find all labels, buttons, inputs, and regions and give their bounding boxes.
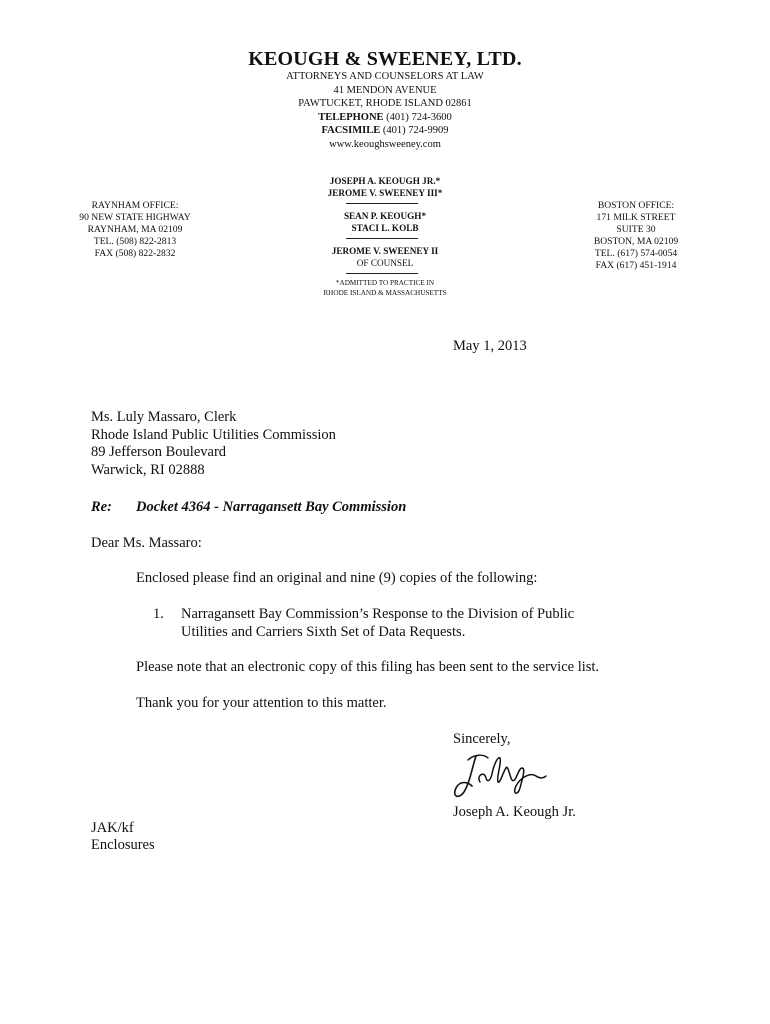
paragraph-thank-you: Thank you for your attention to this matter. — [136, 695, 387, 711]
raynham-office-block — [55, 200, 215, 260]
salutation: Dear Ms. Massaro: — [91, 535, 202, 551]
typist-initials: JAK/kf — [91, 820, 134, 836]
paragraph-electronic-copy: Please note that an electronic copy of this filing has been sent to the service list. — [136, 659, 600, 675]
firm-telephone — [0, 111, 770, 125]
handwritten-signature — [450, 748, 550, 804]
divider — [346, 273, 418, 274]
divider — [346, 238, 418, 239]
enclosure-item-number: 1. — [153, 606, 164, 622]
boston-office-line: 171 MILK STREET — [596, 212, 676, 223]
re-label: Re: — [91, 499, 112, 515]
boston-office-line: TEL. (617) 574-0054 — [594, 248, 678, 259]
raynham-office-line: RAYNHAM, MA 02109 — [87, 224, 183, 235]
letter-date: May 1, 2013 — [453, 338, 527, 354]
paragraph-enclosed: Enclosed please find an original and nine (9) copies of the following: — [136, 570, 538, 586]
enclosures-notation: Enclosures — [91, 837, 155, 853]
admission-footnote-2: RHODE ISLAND & MASSACHUSETTS — [323, 288, 447, 297]
enclosure-item-line: Narragansett Bay Commission’s Response to the Division of Public — [181, 606, 575, 622]
attorney-name: SEAN P. KEOUGH* — [343, 211, 427, 221]
firm-subtitle: ATTORNEYS AND COUNSELORS AT LAW — [286, 71, 484, 82]
of-counsel-name: JEROME V. SWEENEY II — [331, 246, 439, 256]
boston-office-line: BOSTON OFFICE: — [597, 200, 675, 211]
closing: Sincerely, — [453, 731, 511, 747]
boston-office-block — [566, 200, 706, 272]
attorney-name: STACI L. KOLB — [351, 222, 419, 233]
enclosure-item — [181, 606, 621, 641]
raynham-office-line: FAX (508) 822-2832 — [94, 248, 176, 259]
enclosure-item-line: Utilities and Carriers Sixth Set of Data Requests. — [181, 623, 466, 640]
of-counsel-label: OF COUNSEL — [356, 258, 414, 268]
raynham-office-line: 90 NEW STATE HIGHWAY — [79, 212, 191, 223]
recipient-address — [91, 409, 336, 479]
firm-address-line-1: 41 MENDON AVENUE — [333, 84, 437, 96]
firm-facsimile — [0, 124, 770, 138]
attorney-name: JOSEPH A. KEOUGH JR.* — [329, 176, 441, 186]
boston-office-line: SUITE 30 — [616, 224, 656, 235]
re-subject: Docket 4364 - Narragansett Bay Commission — [136, 499, 407, 515]
attorney-name: JEROME V. SWEENEY III* — [327, 187, 443, 198]
raynham-office-line: RAYNHAM OFFICE: — [91, 200, 179, 211]
firm-name: KEOUGH & SWEENEY, LTD. — [248, 48, 522, 70]
recipient-line: 89 Jefferson Boulevard — [91, 444, 227, 460]
telephone-number: (401) 724-3600 — [386, 111, 452, 123]
recipient-line: Ms. Luly Massaro, Clerk — [91, 409, 237, 425]
telephone-label: TELEPHONE — [318, 111, 384, 123]
admission-footnote-1: *ADMITTED TO PRACTICE IN — [335, 279, 435, 287]
signer-name: Joseph A. Keough Jr. — [453, 804, 576, 820]
facsimile-number: (401) 724-9909 — [382, 125, 449, 136]
boston-office-line: BOSTON, MA 02109 — [593, 236, 679, 247]
recipient-line: Warwick, RI 02888 — [91, 461, 205, 478]
firm-address-line-2: PAWTUCKET, RHODE ISLAND 02861 — [298, 98, 472, 109]
boston-office-line: FAX (617) 451-1914 — [595, 260, 677, 271]
facsimile-label: FACSIMILE — [321, 125, 381, 136]
recipient-line: Rhode Island Public Utilities Commission — [91, 426, 336, 443]
raynham-office-line: TEL. (508) 822-2813 — [93, 236, 177, 247]
divider — [346, 203, 418, 204]
firm-website: www.keoughsweeney.com — [329, 138, 441, 150]
